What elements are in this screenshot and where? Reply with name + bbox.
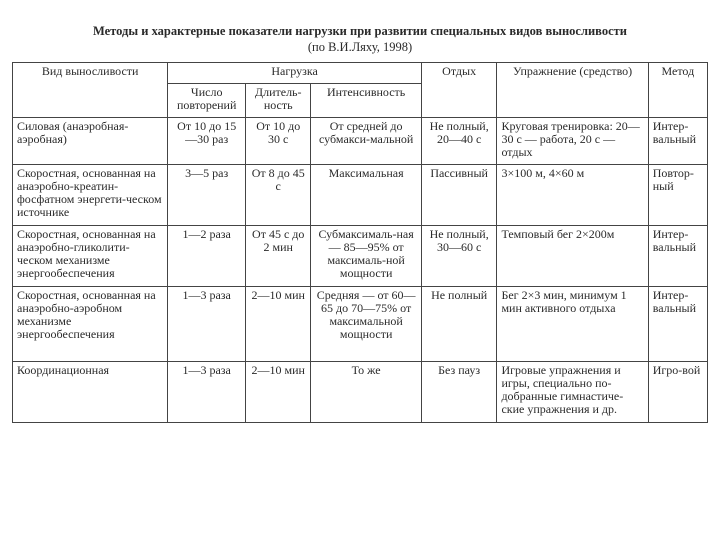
cell-count: 3—5 раз [168, 165, 246, 226]
header-exercise: Упражнение (средство) [497, 63, 648, 118]
cell-method: Повтор-ный [648, 165, 707, 226]
cell-exercise: 3×100 м, 4×60 м [497, 165, 648, 226]
cell-duration: 2—10 мин [246, 287, 311, 362]
cell-kind: Координационная [13, 362, 168, 423]
cell-exercise: Игровые упражнения и игры, специально по-добранные гимнастиче-ские упражнения и др. [497, 362, 648, 423]
cell-count: 1—2 раза [168, 226, 246, 287]
cell-exercise: Круговая тренировка: 20—30 с — работа, 20 с — отдых [497, 118, 648, 165]
cell-kind: Скоростная, основанная на анаэробно-аэробном механизме энергообеспечения [13, 287, 168, 362]
cell-method: Интер-вальный [648, 226, 707, 287]
cell-method: Интер-вальный [648, 287, 707, 362]
cell-intensity: Максимальная [311, 165, 421, 226]
cell-intensity: От средней до субмакси-мальной [311, 118, 421, 165]
cell-rest: Не полный, 30—60 с [421, 226, 497, 287]
cell-intensity: Средняя — от 60—65 до 70—75% от максимальной мощности [311, 287, 421, 362]
cell-rest: Не полный [421, 287, 497, 362]
cell-count: От 10 до 15—30 раз [168, 118, 246, 165]
header-intensity: Интенсивность [311, 84, 421, 118]
table-row [13, 165, 708, 226]
cell-kind: Скоростная, основанная на анаэробно-гликолити-ческом механизме энергообеспечения [13, 226, 168, 287]
table-subtitle: (по В.И.Ляху, 1998) [307, 40, 413, 54]
cell-kind: Силовая (анаэробная-аэробная) [13, 118, 168, 165]
cell-duration: 2—10 мин [246, 362, 311, 423]
table-row [13, 287, 708, 362]
cell-kind: Скоростная, основанная на анаэробно-креатин-фосфатном энергети-ческом источнике [13, 165, 168, 226]
table-row [13, 118, 708, 165]
cell-count: 1—3 раза [168, 287, 246, 362]
table-row [13, 362, 708, 423]
cell-duration: От 45 с до 2 мин [246, 226, 311, 287]
cell-duration: От 10 до 30 с [246, 118, 311, 165]
cell-exercise: Темповый бег 2×200м [497, 226, 648, 287]
cell-rest: Не полный, 20—40 с [421, 118, 497, 165]
header-kind: Вид выносливости [13, 63, 168, 118]
header-method: Метод [648, 63, 707, 118]
cell-rest: Пассивный [421, 165, 497, 226]
cell-rest: Без пауз [421, 362, 497, 423]
cell-intensity: То же [311, 362, 421, 423]
header-rest: Отдых [421, 63, 497, 118]
cell-count: 1—3 раза [168, 362, 246, 423]
table-title: Методы и характерные показатели нагрузки при развитии специальных видов выносливости [93, 24, 627, 38]
cell-intensity: Субмаксималь-ная — 85—95% от максималь-ной мощности [311, 226, 421, 287]
header-load: Нагрузка [168, 63, 421, 84]
cell-exercise: Бег 2×3 мин, минимум 1 мин активного отдыха [497, 287, 648, 362]
cell-method: Игро-вой [648, 362, 707, 423]
cell-duration: От 8 до 45 с [246, 165, 311, 226]
header-row [13, 63, 708, 84]
endurance-methods-table [12, 62, 708, 423]
header-count: Число повторений [168, 84, 246, 118]
cell-method: Интер-вальный [648, 118, 707, 165]
header-duration: Длитель-ность [246, 84, 311, 118]
table-row [13, 226, 708, 287]
